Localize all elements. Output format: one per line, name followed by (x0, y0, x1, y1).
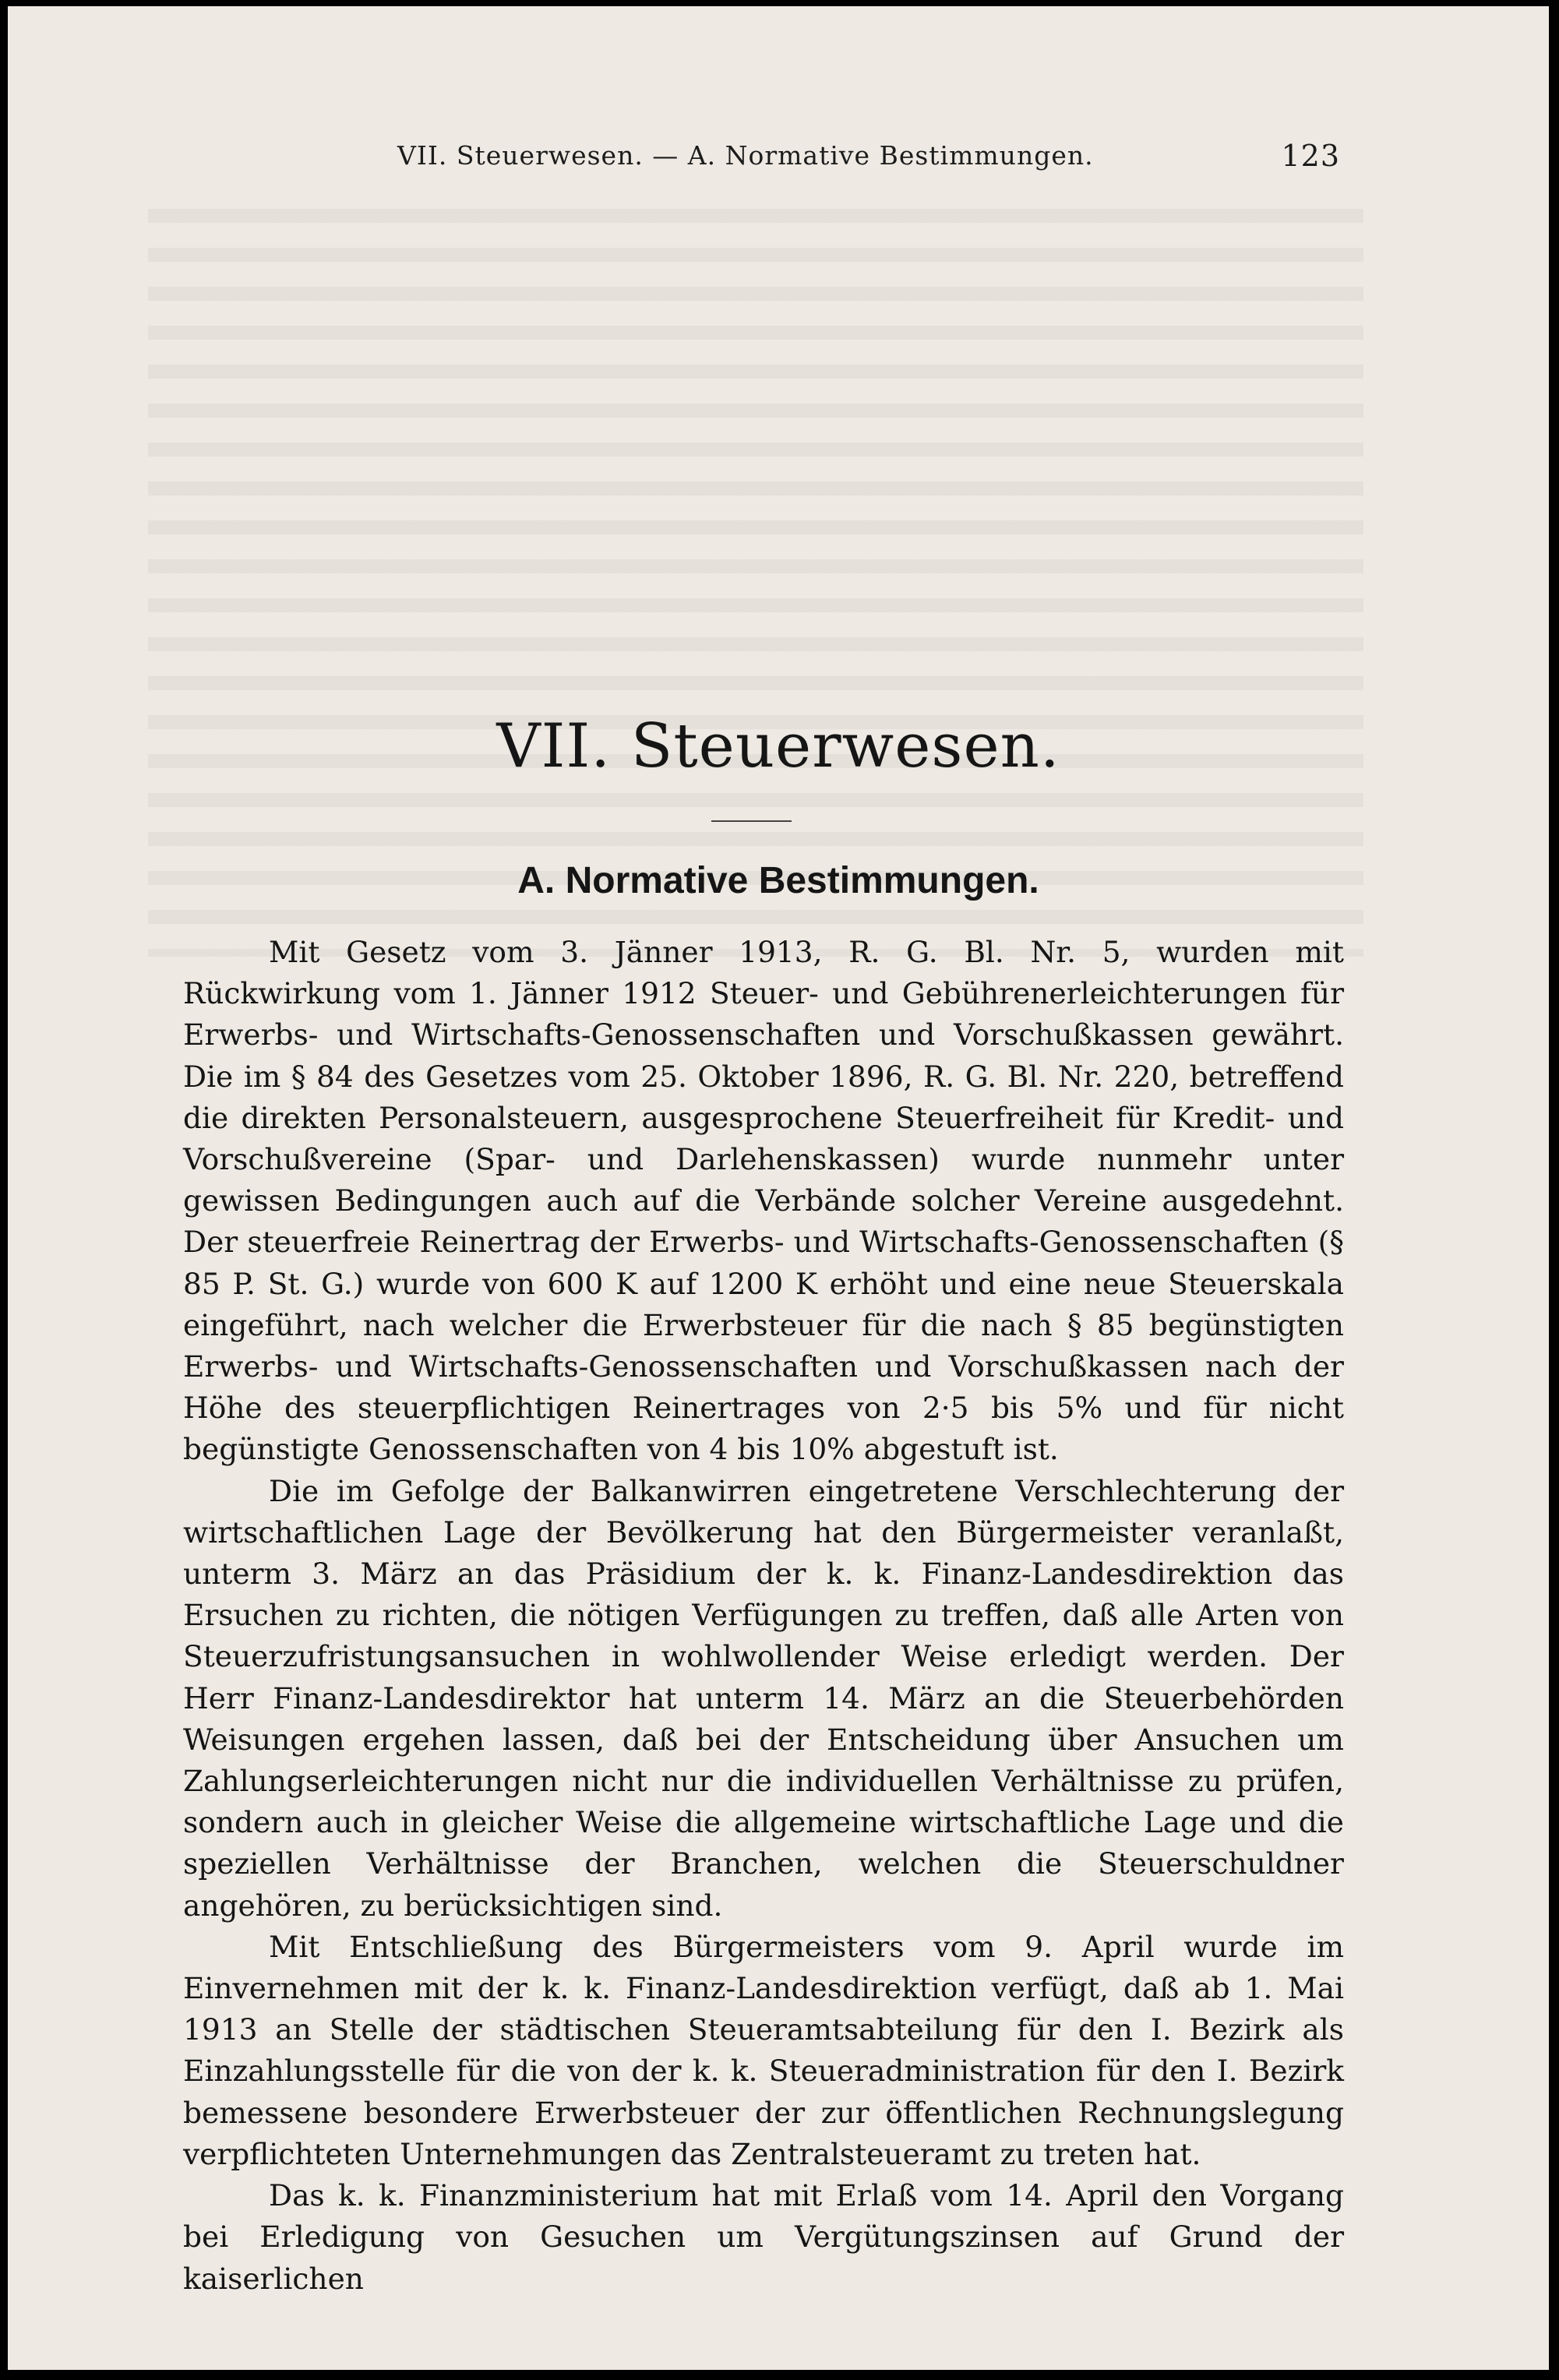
page-number: 123 (1281, 139, 1340, 173)
title-divider (711, 820, 792, 822)
paragraph: Das k. k. Finanzministerium hat mit Erlaß vom 14. April den Vorgang bei Erledigung von Gesuchen um Vergütungszinsen auf Grund der kaiserlichen (183, 2178, 1344, 2296)
running-header (397, 134, 1340, 171)
scanned-page (8, 6, 1549, 2370)
show-through-text (148, 209, 1363, 957)
chapter-title: VII. Steuerwesen. (496, 711, 1060, 781)
paragraph: Mit Gesetz vom 3. Jänner 1913, R. G. Bl. Nr. 5, wurden mit Rückwirkung vom 1. Jänner 1912 Steuer- und Gebührenerleichterungen für Erwerbs- und Wirtschafts-Genossenschaften und Vorschußkassen gewährt. Die im § 84 des Gesetzes vom 25. Oktober 1896, R. G. Bl. Nr. 220, betreffend die direkten Personalsteuern, ausgesprochene Steuerfreiheit für Kredit- und Vorschußvereine (Spar- und Darlehenskassen) wurde nunmehr unter gewissen Bedingungen auch auf die Verbände solcher Vereine ausgedehnt. Der steuerfreie Reinertrag der Erwerbs- und Wirtschafts-Genossenschaften (§ 85 P. St. G.) wurde von 600 K auf 1200 K erhöht und eine neue Steuerskala eingeführt, nach welcher die Erwerbsteuer für die nach § 85 begünstigten Erwerbs- und Wirtschafts-Genossenschaften und Vorschußkassen nach der Höhe des steuerpflichtigen Reinertrages von 2·5 bis 5% und für nicht begünstigte Genossenschaften von 4 bis 10% abgestuft ist. (183, 935, 1344, 1467)
body-text (183, 932, 1344, 2300)
paragraph: Die im Gefolge der Balkanwirren eingetretene Verschlechterung der wirtschaftlichen Lage der Bevölkerung hat den Bürgermeister veranlaßt, unterm 3. März an das Präsidium der k. k. Finanz-Landesdirektion das Ersuchen zu richten, die nötigen Verfügungen zu treffen, daß alle Arten von Steuerzufristungsansuchen in wohlwollender Weise erledigt werden. Der Herr Finanz-Landesdirektor hat unterm 14. März an die Steuerbehörden Weisungen ergehen lassen, daß bei der Entscheidung über Ansuchen um Zahlungserleichterungen nicht nur die individuellen Verhältnisse zu prüfen, sondern auch in gleicher Weise die allgemeine wirtschaftliche Lage und die speziellen Verhältnisse der Branchen, welchen die Steuerschuldner angehören, zu berücksichtigen sind. (183, 1473, 1344, 1923)
paragraph: Mit Entschließung des Bürgermeisters vom 9. April wurde im Einvernehmen mit der k. k. Finanz-Landesdirektion verfügt, daß ab 1. Mai 1913 an Stelle der städtischen Steueramtsabteilung für den I. Bezirk als Einzahlungsstelle für die von der k. k. Steueradministration für den I. Bezirk bemessene besondere Erwerbsteuer der zur öffentlichen Rechnungslegung verpflichteten Unternehmungen das Zentralsteueramt zu treten hat. (183, 1929, 1344, 2171)
running-title: VII. Steuerwesen. — A. Normative Bestimmungen. (397, 140, 1094, 171)
section-heading: A. Normative Bestimmungen. (517, 860, 1039, 901)
